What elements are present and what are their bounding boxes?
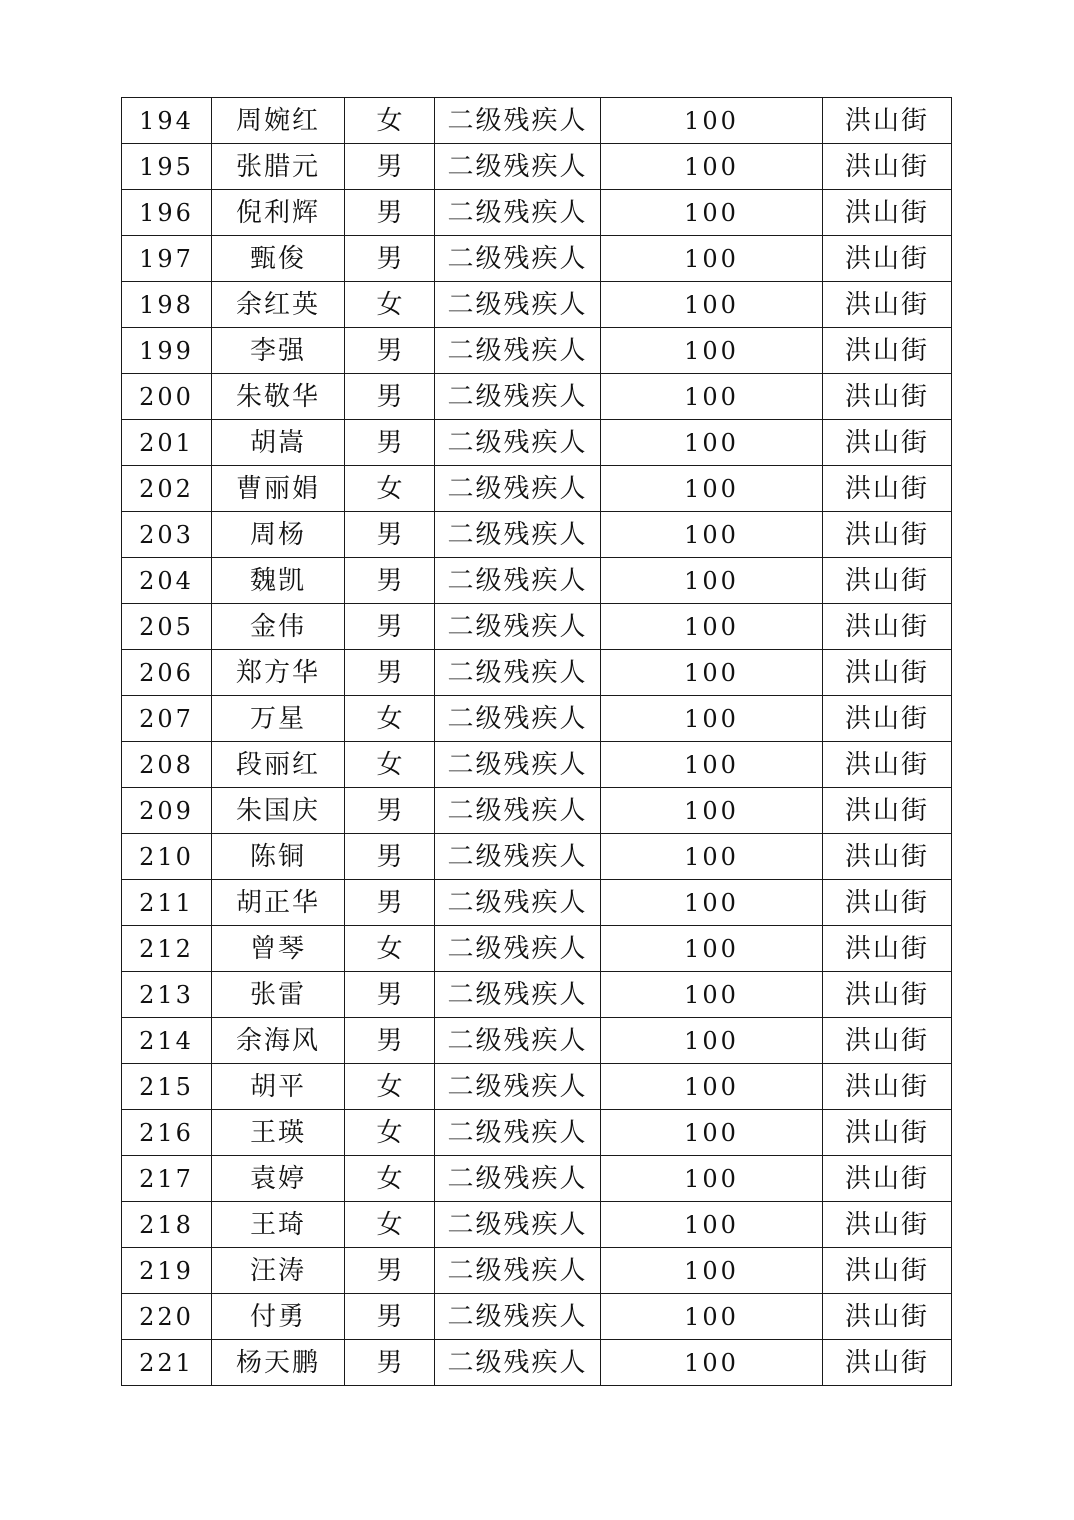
gender-cell: 女 <box>345 282 435 328</box>
disability-level-cell: 二级残疾人 <box>435 98 601 144</box>
amount-cell: 100 <box>601 1248 823 1294</box>
disability-level-cell: 二级残疾人 <box>435 650 601 696</box>
street-cell: 洪山街 <box>823 98 952 144</box>
amount-cell: 100 <box>601 742 823 788</box>
street-cell: 洪山街 <box>823 1202 952 1248</box>
row-number-cell: 208 <box>122 742 212 788</box>
person-name-cell: 魏凯 <box>212 558 345 604</box>
row-number-cell: 216 <box>122 1110 212 1156</box>
disability-level-cell: 二级残疾人 <box>435 144 601 190</box>
amount-cell: 100 <box>601 788 823 834</box>
table-row <box>122 926 952 972</box>
gender-cell: 男 <box>345 558 435 604</box>
person-name-cell: 朱国庆 <box>212 788 345 834</box>
row-number-cell: 210 <box>122 834 212 880</box>
row-number-cell: 221 <box>122 1340 212 1386</box>
table-row <box>122 512 952 558</box>
person-name-cell: 张雷 <box>212 972 345 1018</box>
disability-level-cell: 二级残疾人 <box>435 558 601 604</box>
person-name-cell: 张腊元 <box>212 144 345 190</box>
gender-cell: 女 <box>345 1110 435 1156</box>
disability-level-cell: 二级残疾人 <box>435 1110 601 1156</box>
street-cell: 洪山街 <box>823 742 952 788</box>
amount-cell: 100 <box>601 926 823 972</box>
street-cell: 洪山街 <box>823 972 952 1018</box>
person-name-cell: 胡平 <box>212 1064 345 1110</box>
disability-level-cell: 二级残疾人 <box>435 788 601 834</box>
row-number-cell: 213 <box>122 972 212 1018</box>
gender-cell: 女 <box>345 696 435 742</box>
person-name-cell: 陈铜 <box>212 834 345 880</box>
disability-level-cell: 二级残疾人 <box>435 1340 601 1386</box>
person-name-cell: 汪涛 <box>212 1248 345 1294</box>
street-cell: 洪山街 <box>823 926 952 972</box>
row-number-cell: 219 <box>122 1248 212 1294</box>
table-row <box>122 1156 952 1202</box>
amount-cell: 100 <box>601 466 823 512</box>
table-row <box>122 742 952 788</box>
amount-cell: 100 <box>601 1202 823 1248</box>
amount-cell: 100 <box>601 1064 823 1110</box>
table-row <box>122 1064 952 1110</box>
row-number-cell: 204 <box>122 558 212 604</box>
person-name-cell: 胡嵩 <box>212 420 345 466</box>
gender-cell: 女 <box>345 742 435 788</box>
amount-cell: 100 <box>601 880 823 926</box>
person-name-cell: 甄俊 <box>212 236 345 282</box>
person-name-cell: 余海风 <box>212 1018 345 1064</box>
disability-level-cell: 二级残疾人 <box>435 466 601 512</box>
street-cell: 洪山街 <box>823 420 952 466</box>
person-name-cell: 王琦 <box>212 1202 345 1248</box>
row-number-cell: 215 <box>122 1064 212 1110</box>
person-name-cell: 金伟 <box>212 604 345 650</box>
table-row <box>122 1248 952 1294</box>
person-name-cell: 曾琴 <box>212 926 345 972</box>
person-name-cell: 杨天鹏 <box>212 1340 345 1386</box>
table-row <box>122 1294 952 1340</box>
street-cell: 洪山街 <box>823 558 952 604</box>
roster-table <box>121 97 952 1386</box>
row-number-cell: 218 <box>122 1202 212 1248</box>
row-number-cell: 217 <box>122 1156 212 1202</box>
table-row <box>122 98 952 144</box>
row-number-cell: 201 <box>122 420 212 466</box>
street-cell: 洪山街 <box>823 696 952 742</box>
gender-cell: 男 <box>345 788 435 834</box>
disability-level-cell: 二级残疾人 <box>435 1202 601 1248</box>
table-row <box>122 1110 952 1156</box>
amount-cell: 100 <box>601 328 823 374</box>
gender-cell: 男 <box>345 834 435 880</box>
amount-cell: 100 <box>601 98 823 144</box>
row-number-cell: 205 <box>122 604 212 650</box>
table-row <box>122 696 952 742</box>
gender-cell: 女 <box>345 1156 435 1202</box>
amount-cell: 100 <box>601 420 823 466</box>
person-name-cell: 袁婷 <box>212 1156 345 1202</box>
gender-cell: 男 <box>345 512 435 558</box>
street-cell: 洪山街 <box>823 834 952 880</box>
person-name-cell: 周杨 <box>212 512 345 558</box>
amount-cell: 100 <box>601 696 823 742</box>
amount-cell: 100 <box>601 236 823 282</box>
disability-level-cell: 二级残疾人 <box>435 328 601 374</box>
table-row <box>122 650 952 696</box>
gender-cell: 男 <box>345 1294 435 1340</box>
table-row <box>122 282 952 328</box>
table-row <box>122 972 952 1018</box>
row-number-cell: 194 <box>122 98 212 144</box>
street-cell: 洪山街 <box>823 1064 952 1110</box>
disability-level-cell: 二级残疾人 <box>435 1248 601 1294</box>
gender-cell: 女 <box>345 466 435 512</box>
street-cell: 洪山街 <box>823 788 952 834</box>
street-cell: 洪山街 <box>823 466 952 512</box>
street-cell: 洪山街 <box>823 328 952 374</box>
amount-cell: 100 <box>601 1110 823 1156</box>
table-row <box>122 880 952 926</box>
gender-cell: 男 <box>345 144 435 190</box>
disability-level-cell: 二级残疾人 <box>435 880 601 926</box>
person-name-cell: 曹丽娟 <box>212 466 345 512</box>
amount-cell: 100 <box>601 972 823 1018</box>
amount-cell: 100 <box>601 1294 823 1340</box>
amount-cell: 100 <box>601 1340 823 1386</box>
disability-level-cell: 二级残疾人 <box>435 696 601 742</box>
gender-cell: 男 <box>345 1248 435 1294</box>
disability-level-cell: 二级残疾人 <box>435 604 601 650</box>
table-row <box>122 144 952 190</box>
gender-cell: 男 <box>345 1018 435 1064</box>
street-cell: 洪山街 <box>823 236 952 282</box>
disability-level-cell: 二级残疾人 <box>435 512 601 558</box>
street-cell: 洪山街 <box>823 144 952 190</box>
disability-level-cell: 二级残疾人 <box>435 834 601 880</box>
disability-level-cell: 二级残疾人 <box>435 190 601 236</box>
row-number-cell: 198 <box>122 282 212 328</box>
row-number-cell: 207 <box>122 696 212 742</box>
amount-cell: 100 <box>601 374 823 420</box>
row-number-cell: 197 <box>122 236 212 282</box>
row-number-cell: 209 <box>122 788 212 834</box>
row-number-cell: 206 <box>122 650 212 696</box>
gender-cell: 男 <box>345 604 435 650</box>
amount-cell: 100 <box>601 834 823 880</box>
person-name-cell: 郑方华 <box>212 650 345 696</box>
gender-cell: 女 <box>345 98 435 144</box>
disability-level-cell: 二级残疾人 <box>435 1156 601 1202</box>
gender-cell: 女 <box>345 1202 435 1248</box>
row-number-cell: 195 <box>122 144 212 190</box>
amount-cell: 100 <box>601 604 823 650</box>
person-name-cell: 段丽红 <box>212 742 345 788</box>
table-row <box>122 236 952 282</box>
amount-cell: 100 <box>601 1018 823 1064</box>
gender-cell: 男 <box>345 880 435 926</box>
person-name-cell: 周婉红 <box>212 98 345 144</box>
table-row <box>122 834 952 880</box>
gender-cell: 男 <box>345 236 435 282</box>
row-number-cell: 203 <box>122 512 212 558</box>
person-name-cell: 倪利辉 <box>212 190 345 236</box>
roster-table-body <box>122 98 952 1386</box>
gender-cell: 男 <box>345 420 435 466</box>
table-row <box>122 1340 952 1386</box>
gender-cell: 女 <box>345 1064 435 1110</box>
person-name-cell: 万星 <box>212 696 345 742</box>
street-cell: 洪山街 <box>823 1340 952 1386</box>
disability-level-cell: 二级残疾人 <box>435 1018 601 1064</box>
amount-cell: 100 <box>601 144 823 190</box>
gender-cell: 男 <box>345 328 435 374</box>
street-cell: 洪山街 <box>823 1248 952 1294</box>
person-name-cell: 胡正华 <box>212 880 345 926</box>
table-row <box>122 1018 952 1064</box>
street-cell: 洪山街 <box>823 1294 952 1340</box>
gender-cell: 女 <box>345 926 435 972</box>
disability-level-cell: 二级残疾人 <box>435 742 601 788</box>
table-row <box>122 604 952 650</box>
table-row <box>122 420 952 466</box>
street-cell: 洪山街 <box>823 1110 952 1156</box>
amount-cell: 100 <box>601 1156 823 1202</box>
table-row <box>122 374 952 420</box>
street-cell: 洪山街 <box>823 604 952 650</box>
disability-level-cell: 二级残疾人 <box>435 1294 601 1340</box>
disability-level-cell: 二级残疾人 <box>435 236 601 282</box>
row-number-cell: 211 <box>122 880 212 926</box>
street-cell: 洪山街 <box>823 282 952 328</box>
disability-level-cell: 二级残疾人 <box>435 282 601 328</box>
row-number-cell: 202 <box>122 466 212 512</box>
disability-level-cell: 二级残疾人 <box>435 420 601 466</box>
table-row <box>122 466 952 512</box>
table-row <box>122 328 952 374</box>
person-name-cell: 余红英 <box>212 282 345 328</box>
gender-cell: 男 <box>345 190 435 236</box>
street-cell: 洪山街 <box>823 650 952 696</box>
table-row <box>122 788 952 834</box>
row-number-cell: 196 <box>122 190 212 236</box>
person-name-cell: 付勇 <box>212 1294 345 1340</box>
street-cell: 洪山街 <box>823 1156 952 1202</box>
row-number-cell: 212 <box>122 926 212 972</box>
table-row <box>122 1202 952 1248</box>
gender-cell: 男 <box>345 650 435 696</box>
row-number-cell: 199 <box>122 328 212 374</box>
row-number-cell: 220 <box>122 1294 212 1340</box>
street-cell: 洪山街 <box>823 374 952 420</box>
amount-cell: 100 <box>601 512 823 558</box>
row-number-cell: 200 <box>122 374 212 420</box>
amount-cell: 100 <box>601 190 823 236</box>
table-row <box>122 558 952 604</box>
amount-cell: 100 <box>601 282 823 328</box>
street-cell: 洪山街 <box>823 1018 952 1064</box>
street-cell: 洪山街 <box>823 512 952 558</box>
gender-cell: 男 <box>345 374 435 420</box>
person-name-cell: 王瑛 <box>212 1110 345 1156</box>
street-cell: 洪山街 <box>823 880 952 926</box>
gender-cell: 男 <box>345 972 435 1018</box>
disability-level-cell: 二级残疾人 <box>435 972 601 1018</box>
disability-level-cell: 二级残疾人 <box>435 1064 601 1110</box>
street-cell: 洪山街 <box>823 190 952 236</box>
disability-level-cell: 二级残疾人 <box>435 374 601 420</box>
amount-cell: 100 <box>601 558 823 604</box>
person-name-cell: 李强 <box>212 328 345 374</box>
gender-cell: 男 <box>345 1340 435 1386</box>
person-name-cell: 朱敬华 <box>212 374 345 420</box>
amount-cell: 100 <box>601 650 823 696</box>
table-row <box>122 190 952 236</box>
disability-level-cell: 二级残疾人 <box>435 926 601 972</box>
row-number-cell: 214 <box>122 1018 212 1064</box>
